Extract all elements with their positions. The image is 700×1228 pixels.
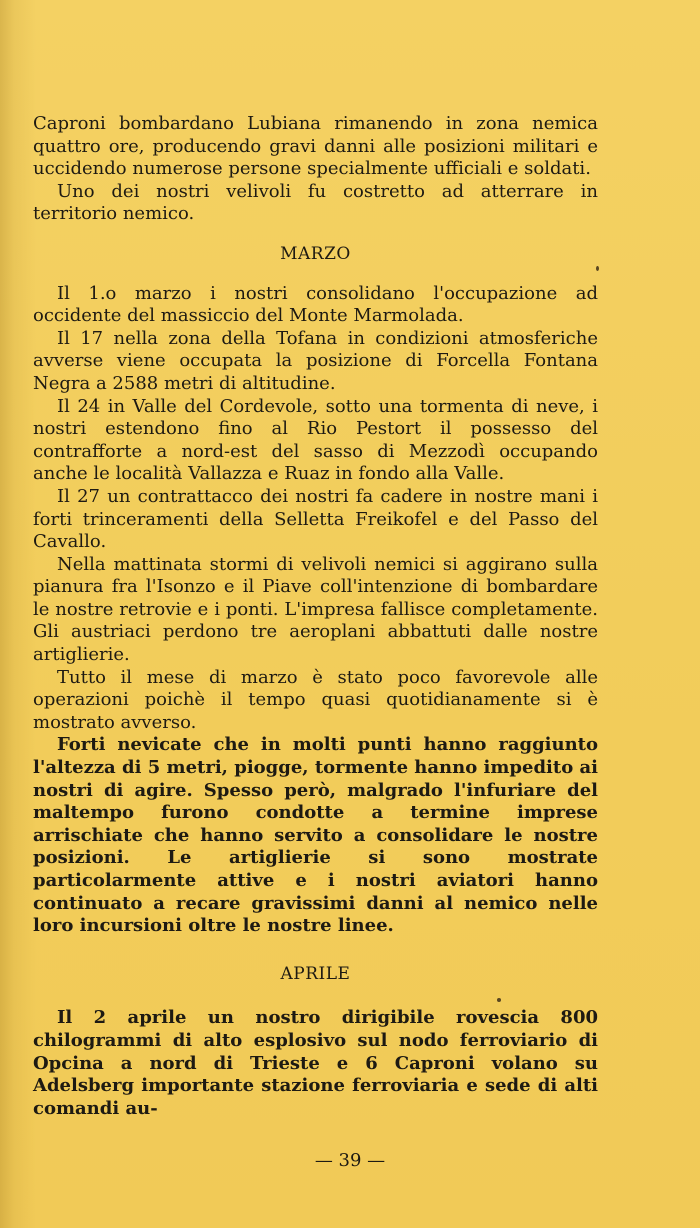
ink-speck — [596, 266, 599, 271]
paragraph-marzo-1: Il 1.o marzo i nostri consolidano l'occupazione ad occidente del massiccio del Monte Marmolada. — [33, 282, 598, 327]
paragraph-marzo-27: Il 27 un contrattacco dei nostri fa cadere in nostre mani i forti trinceramenti della Selletta Freikofel e del Passo del Cavallo. — [33, 485, 598, 553]
section-heading-marzo: MARZO — [280, 243, 351, 264]
paragraph-marzo-17: Il 17 nella zona della Tofana in condizioni atmosferiche avverse viene occupata la posizione di Forcella Fontana Negra a 2588 metri di altitudine. — [33, 327, 598, 394]
paragraph-aprile-2: Il 2 aprile un nostro dirigibile rovescia 800 chilogrammi di alto esplosivo sul nodo ferroviario di Opcina a nord di Trieste e 6 Caproni volano su Adelsberg importante stazione ferroviaria e sede di alti comandi au- — [33, 1007, 598, 1119]
paragraph-marzo-24: Il 24 in Valle del Cordevole, sotto una tormenta di neve, i nostri estendono fino al Rio Pestort il possesso del contrafforte a nord-est del sasso di Mezzodì occupando anche le località Vallazza e Ruaz in fondo alla Valle. — [33, 395, 598, 485]
paragraph-mese-marzo: Tutto il mese di marzo è stato poco favorevole alle operazioni poichè il tempo quasi quotidianamente si è mostrato avverso. — [33, 666, 598, 733]
ink-speck — [497, 998, 501, 1002]
page-text-block — [33, 113, 598, 1120]
page-number: — 39 — — [314, 1150, 386, 1171]
paragraph-forti-nevicate: Forti nevicate che in molti punti hanno raggiunto l'altezza di 5 metri, piogge, tormente hanno impedito ai nostri di agire. Spesso però, malgrado l'infuriare del maltempo furono condotte a termine imprese arrischiate che hanno servito a consolidare le nostre posizioni. Le artiglierie si sono mostrate particolarmente attive e i nostri aviatori hanno continuato a recare gravissimi danni al nemico nelle loro incursioni oltre le nostre linee. — [33, 734, 598, 937]
paragraph-velivoli-nemici: Nella mattinata stormi di velivoli nemici si aggirano sulla pianura fra l'Isonzo e il Piave coll'intenzione di bombardare le nostre retrovie e i ponti. L'impresa fallisce completamente. Gli austriaci perdono tre aeroplani abbattuti dalle nostre artiglierie. — [33, 553, 598, 666]
paragraph-caproni-lubiana: Caproni bombardano Lubiana rimanendo in zona nemica quattro ore, producendo gravi danni alle posizioni militari e uccidendo numerose persone specialmente ufficiali e soldati. — [33, 113, 598, 180]
paragraph-velivolo-atterrare: Uno dei nostri velivoli fu costretto ad atterrare in territorio nemico. — [33, 180, 598, 225]
section-heading-aprile: APRILE — [280, 963, 351, 984]
